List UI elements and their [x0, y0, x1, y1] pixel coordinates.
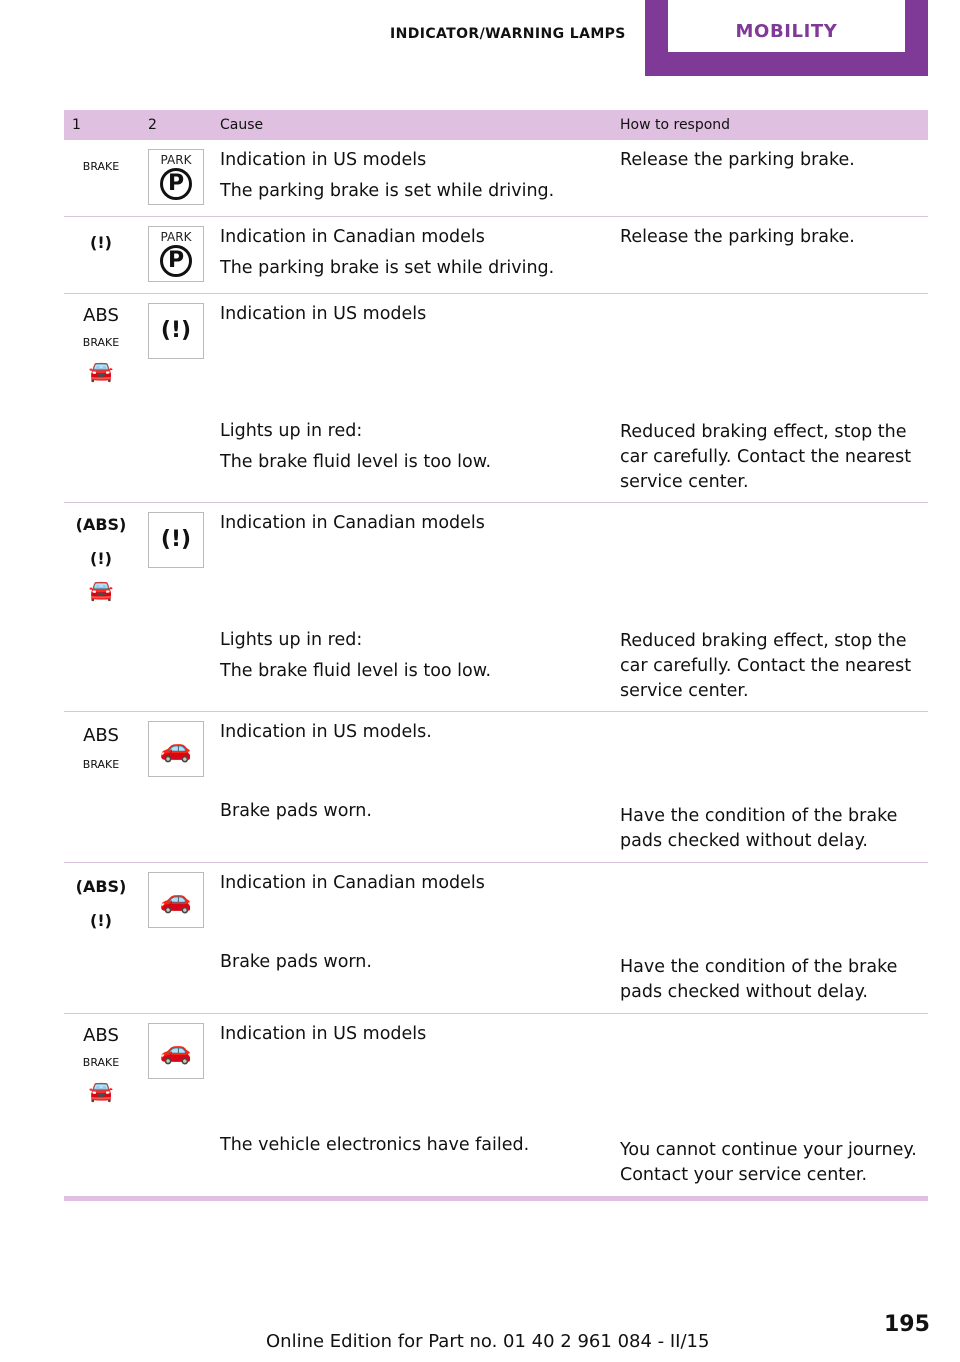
brake-pad-lamp-icon: 🚗 [148, 872, 204, 928]
table-row: (!) PARK P Indication in Canadian models The parking brake is set while driving. Release the parking brake. [64, 217, 928, 294]
page-number: 195 [884, 1312, 930, 1337]
abs-text-indicator: ABS [83, 1025, 119, 1046]
header-tab-label: MOBILITY [668, 0, 905, 52]
header-section-title: INDICATOR/WARNING LAMPS [390, 26, 626, 42]
table-header-row [64, 110, 928, 140]
brake-pad-lamp-icon: 🚗 [148, 721, 204, 777]
column-header-1: 1 [64, 110, 138, 140]
table-row: (ABS) (!) 🚗 Indication in Canadian models Brake pads worn. Have the condition of the brake pads checked without delay. [64, 863, 928, 1014]
table-row: ABS BRAKE 🚘 (!) Indication in US models Lights up in red: The brake fluid level is too low. Reduced braking effect, stop the car carefully. Contact the nearest service center. [64, 294, 928, 503]
brake-text-indicator: BRAKE [82, 160, 120, 173]
table-row: (ABS) (!) 🚘 (!) Indication in Canadian models Lights up in red: The brake fluid level is too low. Reduced braking effect, stop the car carefully. Contact the nearest service center. [64, 503, 928, 712]
table-row: ABS BRAKE 🚘 🚗 Indication in US models The vehicle electronics have failed. You cannot continue your journey. Contact your service center. [64, 1014, 928, 1199]
brake-text-indicator: BRAKE [82, 758, 120, 771]
footer-edition-text: Online Edition for Part no. 01 40 2 961 084 - II/15 [266, 1331, 710, 1352]
abs-circle-indicator-icon: (ABS) [75, 877, 127, 896]
brake-text-indicator: BRAKE [82, 1056, 120, 1069]
skid-car-icon: 🚘 [88, 359, 114, 383]
header-tab [645, 0, 928, 76]
parking-brake-lamp-icon: PARK P [148, 226, 204, 282]
brake-text-indicator: BRAKE [82, 336, 120, 349]
brake-warning-indicator-icon: (!) [90, 549, 112, 568]
indicator-table [64, 110, 928, 1201]
column-header-2: 2 [138, 110, 212, 140]
table-row: ABS BRAKE 🚗 Indication in US models. Brake pads worn. Have the condition of the brake pads checked without delay. [64, 712, 928, 863]
column-header-respond: How to respond [612, 110, 928, 140]
skid-car-icon: 🚘 [88, 1079, 114, 1103]
brake-warning-indicator-icon: (!) [90, 911, 112, 930]
abs-text-indicator: ABS [83, 725, 119, 746]
abs-text-indicator: ABS [83, 305, 119, 326]
abs-circle-indicator-icon: (ABS) [75, 515, 127, 534]
table-row: BRAKE PARK P Indication in US models The parking brake is set while driving. Release the parking brake. [64, 140, 928, 217]
column-header-cause: Cause [212, 110, 612, 140]
parking-brake-lamp-icon: PARK P [148, 149, 204, 205]
brake-warning-indicator-icon: (!) [90, 233, 112, 252]
brake-warning-lamp-icon: (!) [148, 303, 204, 359]
brake-warning-lamp-icon: (!) [148, 512, 204, 568]
skid-car-icon: 🚘 [88, 578, 114, 602]
service-lamp-icon: 🚗 [148, 1023, 204, 1079]
